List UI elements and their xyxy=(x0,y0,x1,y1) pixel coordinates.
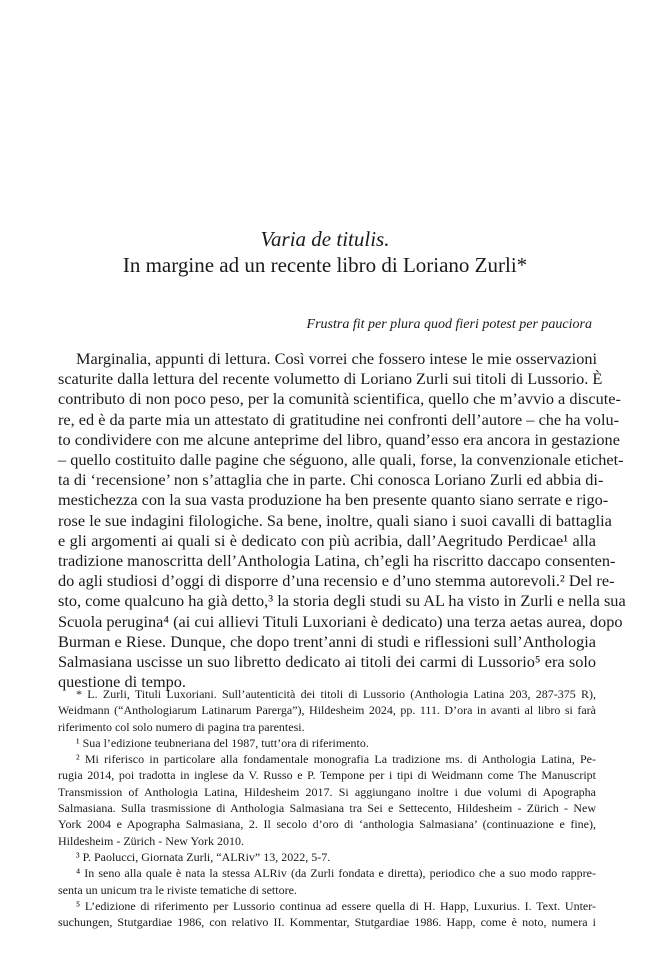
body-line: re, ed è da parte mia un attestato di gratitudine nei confronti dell’autore – che ha volu- xyxy=(58,409,620,429)
footnote-star-line: * L. Zurli, Tituli Luxoriani. Sull’autenticità dei titoli di Lussorio (Anthologia Latina 203, 287-375 R), xyxy=(76,687,596,701)
body-line: to condividere con me alcune anteprime del libro, quand’esso era ancora in gestazione xyxy=(58,429,620,449)
body-line: Burman e Riese. Dunque, che dopo trent’anni di studi e riflessioni sull’Anthologia xyxy=(58,631,596,651)
footnote-star-line: Weidmann (“Anthologiarum Latinarum Parerga”), Hildesheim 2024, pp. 111. D’ora in avanti al libro si farà xyxy=(58,703,596,718)
footnote-4-line: senta un unicum tra le riviste tematiche di settore. xyxy=(58,882,297,897)
body-line: mestichezza con la sua vasta produzione ha ben presente quanto siano serrate e rigo- xyxy=(58,490,609,510)
footnote-4-line: ⁴ In seno alla quale è nata la stessa ALRiv (da Zurli fondata e diretta), periodico che a suo modo rappre- xyxy=(76,866,596,881)
body-line: ta di ‘recensione’ non s’attaglia che in parte. Chi conosca Loriano Zurli ed abbia di- xyxy=(58,470,604,490)
body-line: Salmasiana uscisse un suo libretto dedicato ai titoli dei carmi di Lussorio⁵ era solo xyxy=(58,652,596,672)
body-line: do agli studiosi d’oggi di disporre d’una recensio e d’uno stemma autorevoli.² Del re- xyxy=(58,571,615,591)
footnote-2-line: Salmasiana. Sulla trasmissione di Anthologia Salmasiana tra Sei e Settecento, Hildesheim - Zürich - New xyxy=(58,801,596,816)
footnote-3-line: ³ P. Paolucci, Giornata Zurli, “ALRiv” 13, 2022, 5-7. xyxy=(76,849,331,864)
body-line: sto, come qualcuno ha già detto,³ la storia degli studi su AL ha visto in Zurli e nella sua xyxy=(58,591,626,611)
body-line: scaturite dalla lettura del recente volumetto di Loriano Zurli sui titoli di Lussorio. È xyxy=(58,369,603,389)
footnote-2-line: York 2004 e Apographa Salmasiana, 2. Il secolo d’oro di ‘anthologia Salmasiana’ (continuazione e fine), xyxy=(58,817,596,832)
footnote-2-line: rugia 2014, poi tradotta in inglese da V. Russo e P. Tempone per i tipi di Weidmann come The Manuscript xyxy=(58,768,596,783)
footnote-star-line: riferimento col solo numero di pagina tra parentesi. xyxy=(58,719,305,734)
body-line: rose le sue indagini filologiche. Sa bene, inoltre, quali siano i suoi cavalli di battaglia xyxy=(58,510,612,530)
body-line: questione di tempo. xyxy=(58,672,186,692)
footnote-2-line: Transmission of Anthologia Latina, Hildesheim 2017. Si aggiungano inoltre i due volumi di Apographa xyxy=(58,784,596,799)
body-paragraph xyxy=(58,349,626,692)
footnotes xyxy=(58,686,596,930)
body-line: tradizione manoscritta dell’Anthologia Latina, ch’egli ha riscritto daccapo consenten- xyxy=(58,551,616,571)
body-line: e gli argomenti ai quali si è dedicato con più acribia, dall’Aegritudo Perdicae¹ alla xyxy=(58,530,596,550)
epigraph: Frustra fit per plura quod fieri potest per pauciora xyxy=(306,317,592,332)
footnote-1-line: ¹ Sua l’edizione teubneriana del 1987, tutt’ora di riferimento. xyxy=(76,735,369,750)
footnote-5-line: ⁵ L’edizione di riferimento per Lussorio continua ad essere quella di H. Happ, Luxurius. I. Text. Unter- xyxy=(76,898,596,913)
footnote-2-line: ² Mi riferisco in particolare alla fondamentale monografia La tradizione ms. di Anthologia Latina, Pe- xyxy=(76,752,596,767)
title-line-1: Varia de titulis. xyxy=(260,227,390,251)
body-line: Scuola perugina⁴ (ai cui allievi Tituli Luxoriani è dedicato) una terza aetas aurea, dopo xyxy=(58,611,623,631)
footnote-2-line: Hildesheim - Zürich - New York 2010. xyxy=(58,833,244,848)
body-line: contributo di non poco peso, per la comunità scientifica, quello che m’avvio a discute- xyxy=(58,389,621,409)
footnote-5-line: suchungen, Stutgardiae 1986, con relativo II. Kommentar, Stutgardiae 1986. Happ, come è noto, numera i xyxy=(58,915,596,930)
body-line: – quello costituito dalle pagine che séguono, alle quali, forse, la convenzionale etichet- xyxy=(58,450,624,470)
article-title xyxy=(60,226,590,278)
title-line-2: In margine ad un recente libro di Loriano Zurli* xyxy=(122,253,528,277)
body-line: Marginalia, appunti di lettura. Così vorrei che fossero intese le mie osservazioni xyxy=(76,349,598,368)
